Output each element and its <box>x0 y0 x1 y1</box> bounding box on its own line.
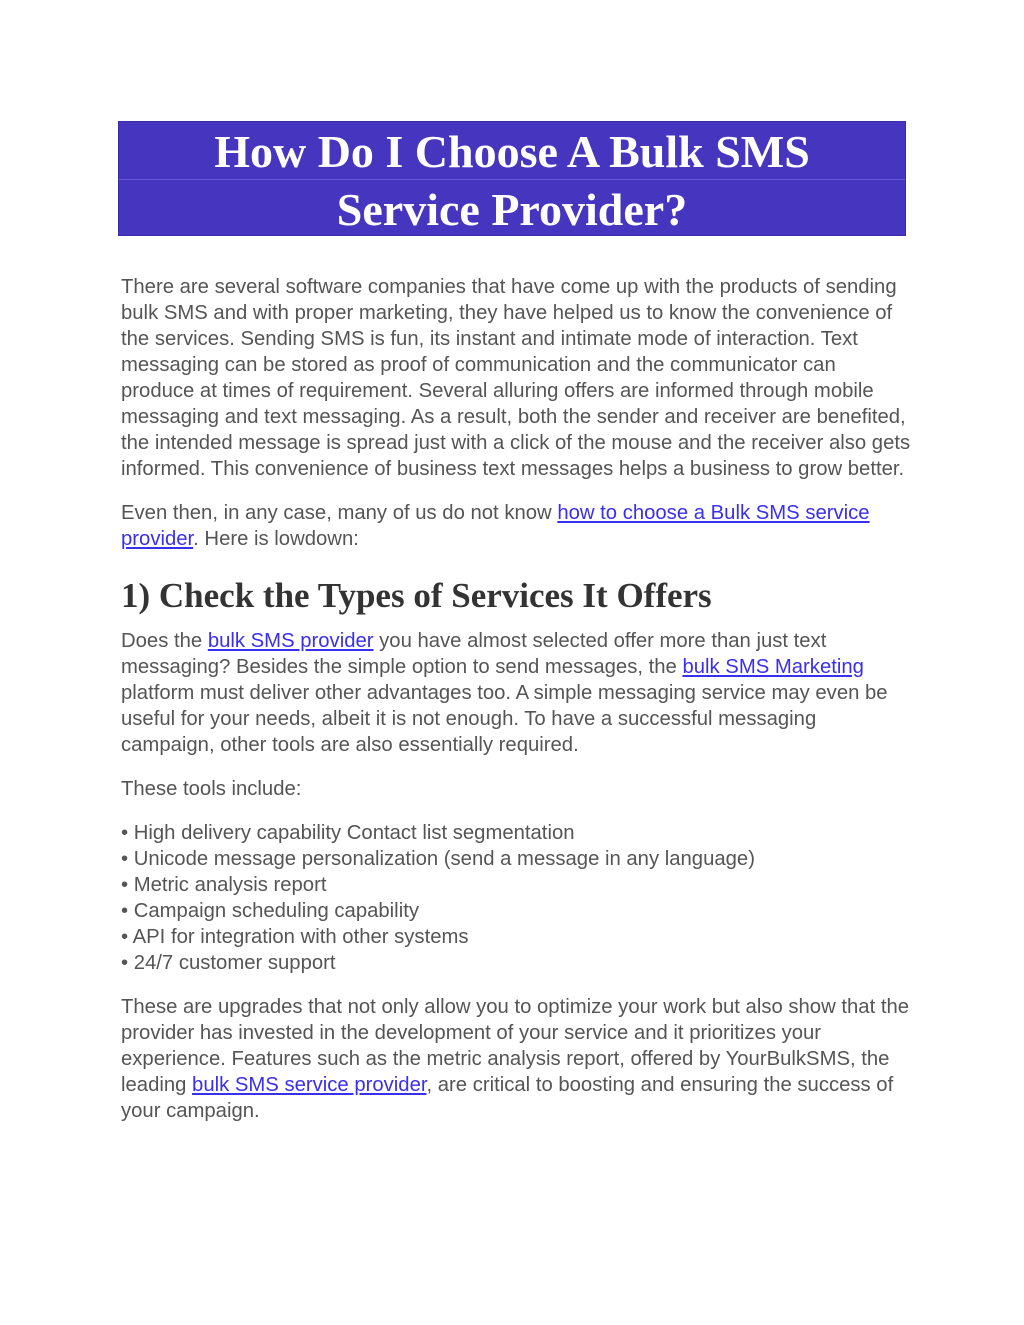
services-text-2: you have almost selected offer more than just text messaging? Besides the simple option to send messages, the <box>121 630 827 678</box>
page-title-line-1: How Do I Choose A Bulk SMS <box>119 122 905 180</box>
upgrades-paragraph <box>121 994 911 1124</box>
page-title-line-2: Service Provider? <box>336 184 688 235</box>
list-item: • 24/7 customer support <box>121 952 336 974</box>
list-item: • Campaign scheduling capability <box>121 900 419 922</box>
bulk-sms-provider-link[interactable]: bulk SMS provider <box>207 630 374 652</box>
bulk-sms-marketing-link[interactable]: bulk SMS Marketing <box>682 656 864 678</box>
upgrades-text-1: These are upgrades that not only allow you to optimize your work but also show that the provider has invested in the development of your service and it prioritizes your experience. Features such as the metric analysis report, offered by YourBulkSMS, the leading <box>121 996 910 1096</box>
section-heading-services: 1) Check the Types of Services It Offers <box>121 576 712 615</box>
lowdown-text-before: Even then, in any case, many of us do not know <box>121 502 558 524</box>
list-item: • API for integration with other systems <box>121 926 469 948</box>
title-banner <box>118 121 906 236</box>
lowdown-paragraph <box>121 500 911 552</box>
list-item: • Metric analysis report <box>121 874 327 896</box>
upgrades-text-2: , are critical to boosting and ensuring the success of your campaign. <box>121 1074 894 1122</box>
article-body <box>121 274 911 1142</box>
list-item: • High delivery capability Contact list segmentation <box>121 822 575 844</box>
intro-paragraph: There are several software companies that have come up with the products of sending bulk SMS and with proper marketing, they have helped us to know the convenience of the services. Sending SMS is fun, its instant and intimate mode of interaction. Text messaging can be stored as proof of communication and the communicator can produce at times of requirement. Several alluring offers are informed through mobile messaging and text messaging. As a result, both the sender and receiver are benefited, the intended message is spread just with a click of the mouse and the receiver also gets informed. This convenience of business text messages helps a business to grow better. <box>121 276 911 480</box>
choose-provider-link[interactable]: how to choose a Bulk SMS service provider <box>121 502 870 550</box>
lowdown-text-after: . Here is lowdown: <box>193 528 359 550</box>
list-item: • Unicode message personalization (send a message in any language) <box>121 848 755 870</box>
tools-intro: These tools include: <box>121 778 302 800</box>
services-text-3: platform must deliver other advantages too. A simple messaging service may even be useful for your needs, albeit it is not enough. To have a successful messaging campaign, other tools are also essentially required. <box>121 682 888 756</box>
services-text-1: Does the <box>121 630 208 652</box>
tools-list <box>121 820 911 976</box>
bulk-sms-service-provider-link[interactable]: bulk SMS service provider <box>192 1074 427 1096</box>
services-paragraph <box>121 628 911 758</box>
